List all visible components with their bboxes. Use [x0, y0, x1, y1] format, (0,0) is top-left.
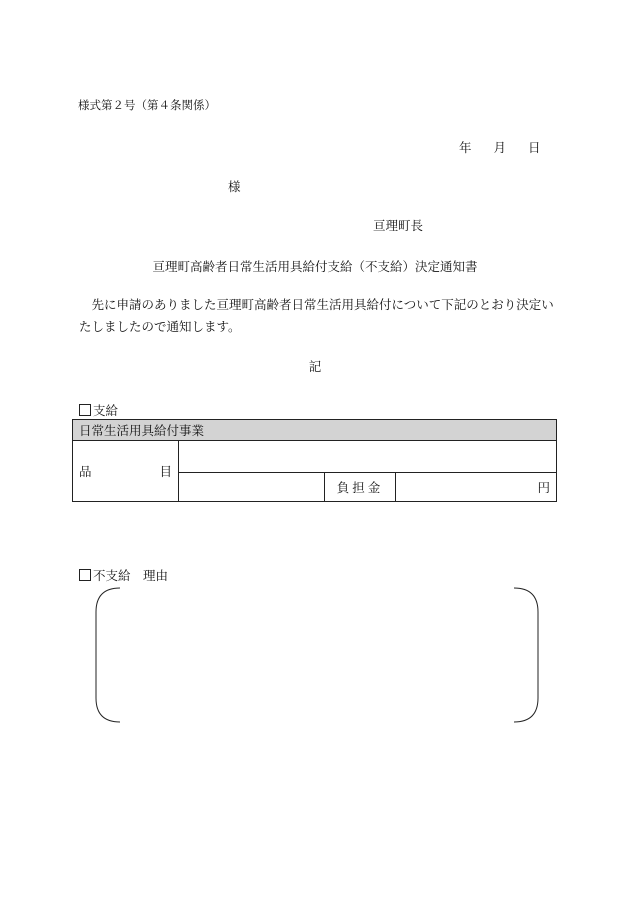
approved-checkbox-row[interactable] [79, 401, 118, 419]
rejected-checkbox-row[interactable] [79, 566, 168, 584]
item-value-cell-2[interactable] [179, 472, 325, 501]
date-day: 日 [528, 140, 541, 155]
burden-value-cell[interactable] [396, 472, 557, 501]
ki-heading: 記 [308, 359, 322, 374]
rejected-label: 不支給 理由 [93, 568, 169, 583]
yen-unit: 円 [537, 479, 551, 495]
burden-label: 負担金 [325, 472, 396, 501]
item-label: 品 目 [73, 441, 179, 502]
addressee-suffix: 様 [228, 179, 241, 194]
date-year: 年 [459, 140, 472, 155]
approved-checkbox[interactable] [79, 404, 91, 416]
rejected-checkbox[interactable] [79, 569, 91, 581]
reason-bracket-right [514, 588, 538, 722]
document-title: 亘理町高齢者日常生活用具給付支給（不支給）決定通知書 [152, 259, 478, 274]
body-text: 先に申請のありました亘理町高齢者日常生活用具給付について下記のとおり決定いたしましたので通知します。 [79, 297, 554, 334]
sender-name: 亘理町長 [373, 218, 424, 233]
form-number: 様式第２号（第４条関係） [78, 98, 216, 112]
date-month: 月 [493, 140, 507, 155]
grant-table [72, 419, 557, 502]
approved-label: 支給 [93, 403, 119, 418]
reason-bracket[interactable] [94, 586, 540, 724]
reason-bracket-left [96, 588, 120, 722]
grant-table-header: 日常生活用具給付事業 [73, 420, 557, 441]
date-line [459, 138, 541, 156]
item-value-cell[interactable] [179, 441, 557, 473]
